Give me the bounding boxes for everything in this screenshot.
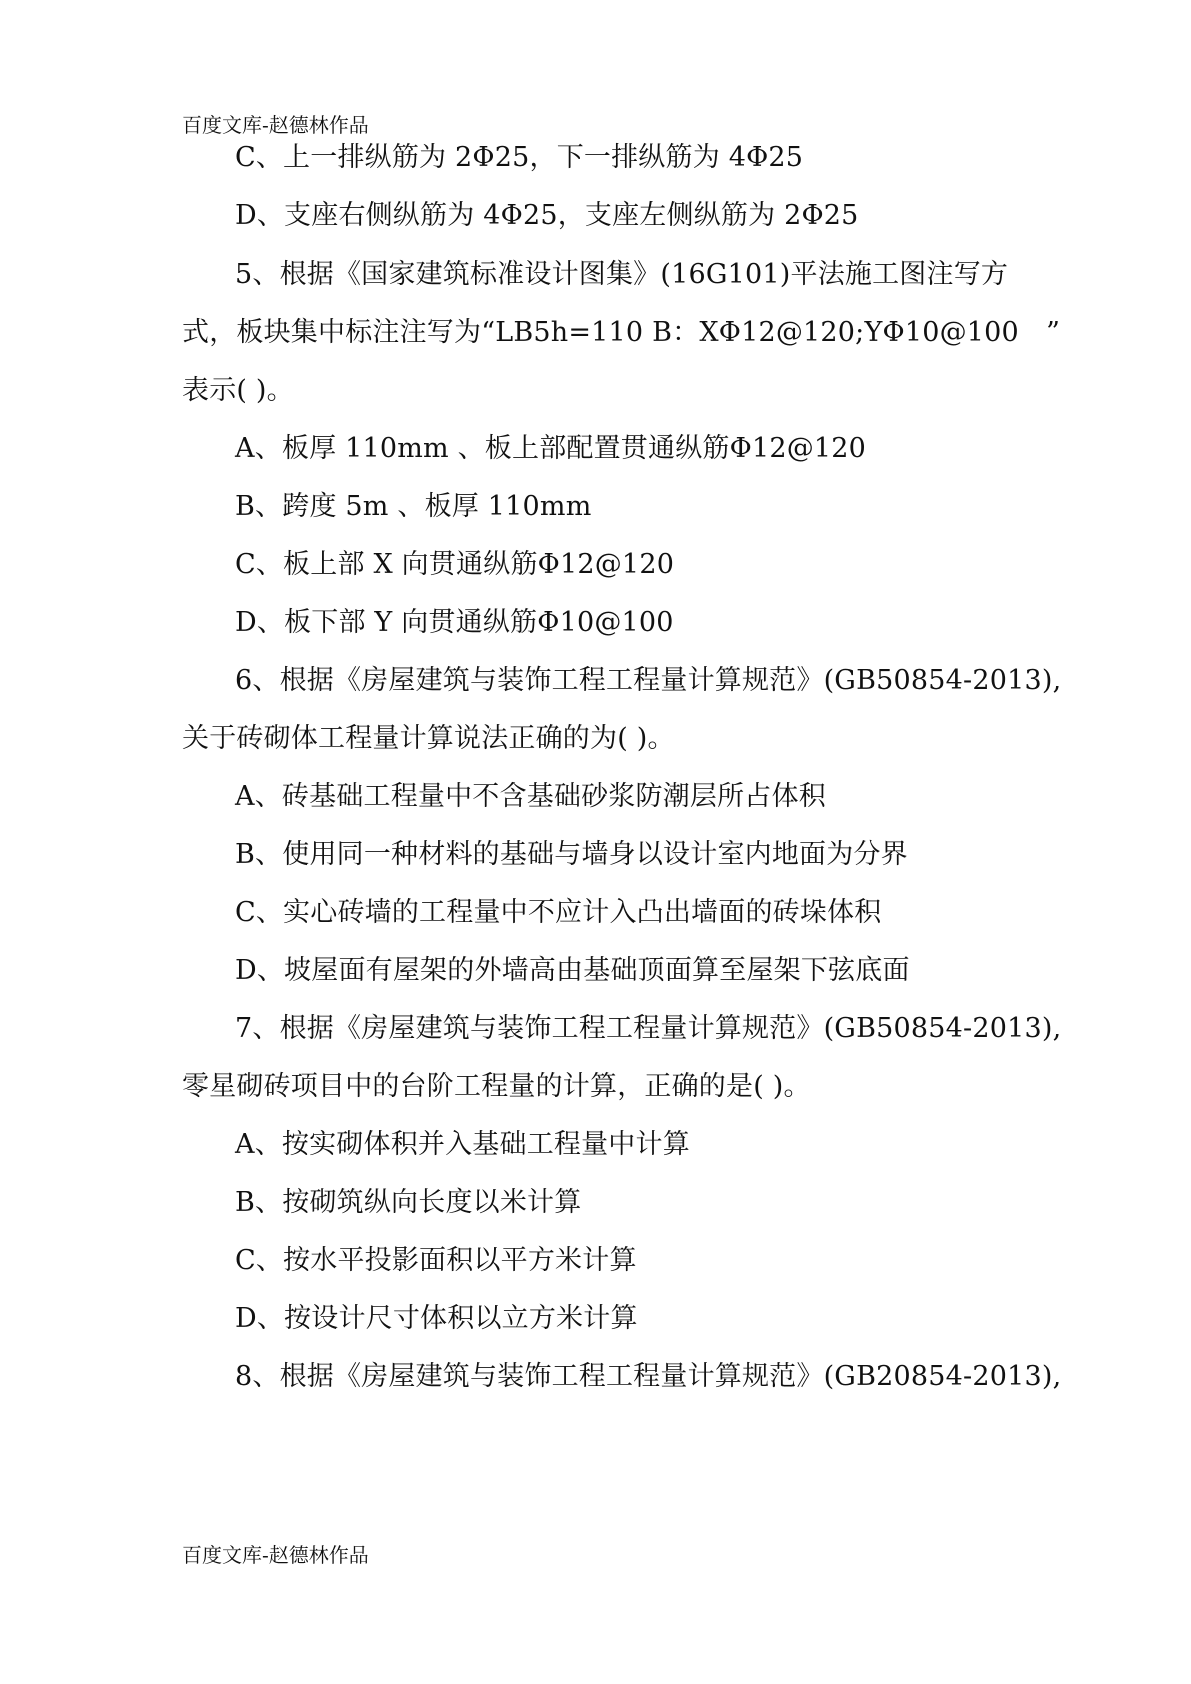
question-line: 7、根据《房屋建筑与装饰工程工程量计算规范》(GB50854-2013), (235, 1013, 1062, 1044)
option-line: B、跨度 5m 、板厚 110mm (235, 491, 592, 522)
option-line: A、砖基础工程量中不含基础砂浆防潮层所占体积 (235, 781, 826, 812)
option-line: C、按水平投影面积以平方米计算 (235, 1245, 637, 1276)
question-line: 8、根据《房屋建筑与装饰工程工程量计算规范》(GB20854-2013), (235, 1361, 1062, 1392)
question-line: 5、根据《国家建筑标准设计图集》(16G101)平法施工图注写方 (235, 259, 1009, 290)
option-line: D、坡屋面有屋架的外墙高由基础顶面算至屋架下弦底面 (235, 955, 910, 986)
question-continuation: 表示( )。 (182, 375, 294, 406)
option-line: A、按实砌体积并入基础工程量中计算 (235, 1129, 690, 1160)
question-continuation: 式，板块集中标注注写为“LB5h=110 B：XΦ12@120;YΦ10@100 ” (182, 317, 1061, 348)
question-continuation: 零星砌砖项目中的台阶工程量的计算，正确的是( )。 (182, 1071, 811, 1102)
page-footer: 百度文库-赵德林作品 (182, 1543, 369, 1567)
question-line: 6、根据《房屋建筑与装饰工程工程量计算规范》(GB50854-2013), (235, 665, 1062, 696)
question-continuation: 关于砖砌体工程量计算说法正确的为( )。 (182, 723, 675, 754)
option-line: D、支座右侧纵筋为 4Φ25，支座左侧纵筋为 2Φ25 (235, 200, 859, 231)
option-line: B、按砌筑纵向长度以米计算 (235, 1187, 582, 1218)
option-line: B、使用同一种材料的基础与墙身以设计室内地面为分界 (235, 839, 908, 870)
option-line: C、实心砖墙的工程量中不应计入凸出墙面的砖垛体积 (235, 897, 882, 928)
option-line: D、按设计尺寸体积以立方米计算 (235, 1303, 638, 1334)
option-line: C、上一排纵筋为 2Φ25，下一排纵筋为 4Φ25 (235, 142, 804, 173)
option-line: C、板上部 X 向贯通纵筋Φ12@120 (235, 549, 675, 580)
option-line: D、板下部 Y 向贯通纵筋Φ10@100 (235, 607, 674, 638)
page-header: 百度文库-赵德林作品 (182, 113, 369, 137)
option-line: A、板厚 110mm 、板上部配置贯通纵筋Φ12@120 (235, 433, 867, 464)
